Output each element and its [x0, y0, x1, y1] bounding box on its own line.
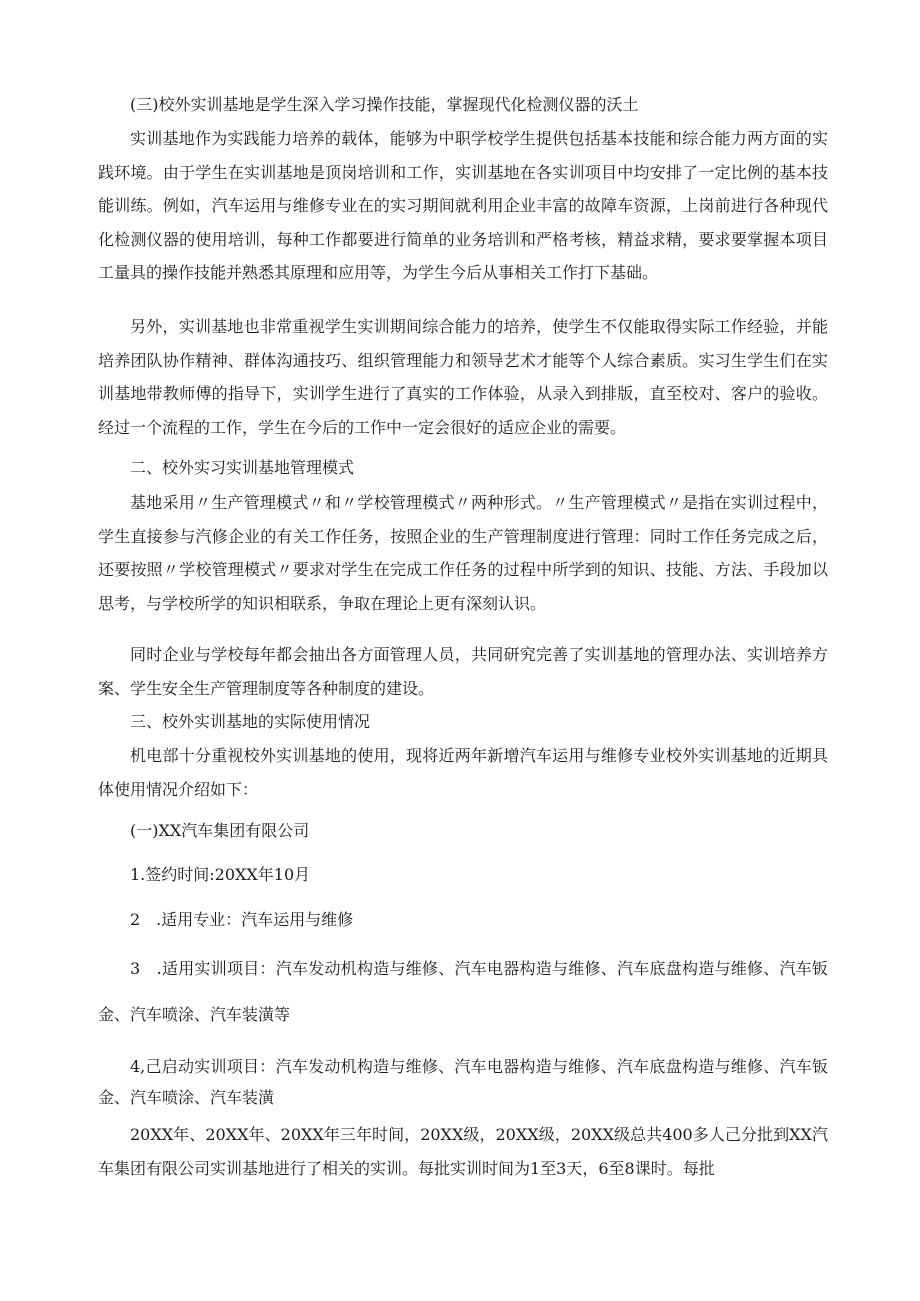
section-heading-actual-usage: 三、校外实训基地的实际使用情况 — [130, 712, 371, 731]
section-heading-3-3: (三)校外实训基地是学生深入学习操作技能，掌握现代化检测仪器的沃土 — [130, 95, 639, 114]
company-heading: (一)XX汽车集团有限公司 — [130, 821, 310, 840]
paragraph-management-modes: 基地采用〃生产管理模式〃和〃学校管理模式〃两种形式。〃生产管理模式〃是指在实训过程中，学生直接参与汽修企业的有关工作任务，按照企业的生产管理制度进行管理：同时工作任务完成之后，还要按照〃学校管理模式〃要求对学生在完成工作任务的过程中所学到的知识、技能、方法、手段加以思考，与学校所学的知识相联系，争取在理论上更有深刻认识。 — [98, 493, 828, 613]
paragraph-usage-intro: 机电部十分重视校外实训基地的使用，现将近两年新增汽车运用与维修专业校外实训基地的近期具体使用情况介绍如下： — [98, 746, 828, 799]
list-item-started-projects: 4,己启动实训项目：汽车发动机构造与维修、汽车电器构造与维修、汽车底盘构造与维修、汽车钣金、汽车喷涂、汽车装潢 — [98, 1057, 828, 1107]
paragraph-practice-environment: 实训基地作为实践能力培养的载体，能够为中职学校学生提供包括基本技能和综合能力两方面的实践环境。由于学生在实训基地是顶岗培训和工作，实训基地在各实训项目中均安排了一定比例的基本技能训练。例如，汽车运用与维修专业在的实习期间就利用企业丰富的故障车资源，上岗前进行各种现代化检测仪器的使用培训，每种工作都要进行简单的业务培训和严格考核，精益求精，要求要掌握本项目工量具的操作技能并熟悉其原理和应用等，为学生今后从事相关工作打下基础。 — [98, 129, 828, 282]
paragraph-training-batches: 20XX年、20XX年、20XX年三年时间，20XX级，20XX级，20XX级总共400多人己分批到XX汽车集团有限公司实训基地进行了相关的实训。每批实训时间为1至3天，6至8课时。每批 — [98, 1125, 828, 1178]
list-item-applicable-projects: 3 .适用实训项目：汽车发动机构造与维修、汽车电器构造与维修、汽车底盘构造与维修、汽车钣金、汽车喷涂、汽车装潢等 — [98, 959, 828, 1024]
section-heading-management-model: 二、校外实习实训基地管理模式 — [130, 458, 355, 477]
list-item-signing-date: 1.签约时间:20XX年10月 — [130, 865, 311, 884]
paragraph-comprehensive-ability: 另外，实训基地也非常重视学生实训期间综合能力的培养，使学生不仅能取得实际工作经验，并能培养团队协作精神、群体沟通技巧、组织管理能力和领导艺术才能等个人综合素质。实习生学生们在实训基地带教师傅的指导下，实训学生进行了真实的工作体验，从录入到排版，直至校对、客户的验收。经过一个流程的工作，学生在今后的工作中一定会很好的适应企业的需要。 — [98, 317, 828, 437]
list-item-applicable-major: 2 .适用专业：汽车运用与维修 — [130, 910, 354, 929]
paragraph-enterprise-cooperation: 同时企业与学校每年都会抽出各方面管理人员，共同研究完善了实训基地的管理办法、实训培养方案、学生安全生产管理制度等各种制度的建设。 — [98, 645, 828, 698]
